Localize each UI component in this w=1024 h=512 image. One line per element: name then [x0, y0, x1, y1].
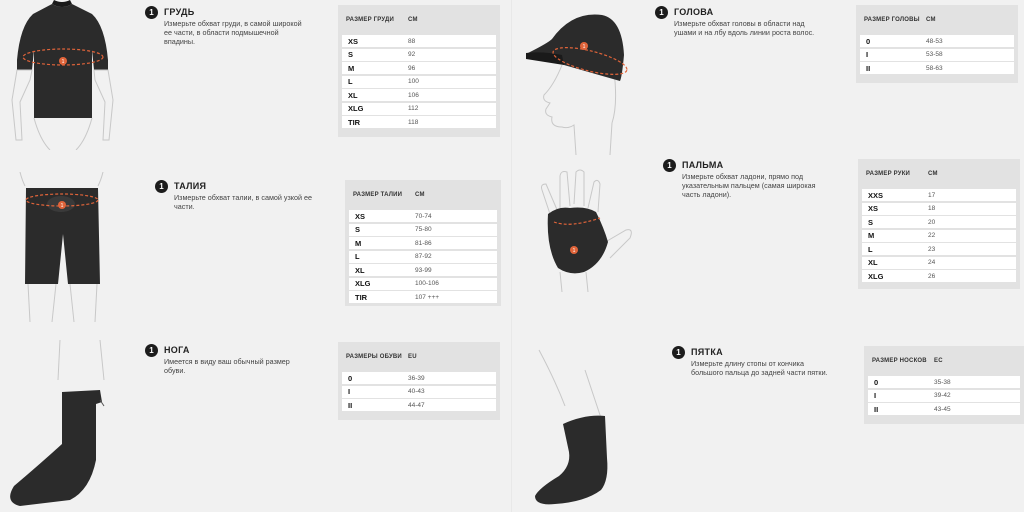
table-header: РАЗМЕР ТАЛИИ СМ [353, 192, 425, 198]
shoe-cover-illustration [0, 340, 130, 512]
table-row: II 44-47 [342, 399, 496, 411]
table-row: XLG 26 [862, 270, 1016, 282]
head-description: Измерьте обхват головы в области над ушами и на лбу вдоль линии роста волос. [674, 19, 815, 37]
svg-text:1: 1 [61, 59, 65, 65]
heel-description: Измерьте длину стопы от кончика большого пальца до задней части пятки. [691, 359, 828, 377]
table-row: XS 70-74 [349, 210, 497, 222]
page-divider [511, 0, 512, 512]
table-row: TIR 107 +++ [349, 291, 497, 303]
waist-step [155, 181, 312, 211]
table-row: S 20 [862, 216, 1016, 228]
step-number-badge: 1 [663, 159, 676, 172]
waist-title: ТАЛИЯ [174, 181, 207, 191]
table-row: XXS 17 [862, 189, 1016, 201]
shorts-illustration [0, 172, 125, 332]
table-row: I 39-42 [868, 390, 1020, 402]
chest-description: Измерьте обхват груди, в самой широкой ее части, в области подмышечной впадины. [164, 19, 302, 46]
table-row: II 43-45 [868, 403, 1020, 415]
svg-text:1: 1 [572, 248, 576, 254]
head-step [655, 7, 814, 37]
foot-title: НОГА [164, 345, 190, 355]
head-cap-illustration [522, 5, 642, 155]
table-row: I 40-43 [342, 386, 496, 398]
step-number-badge: 1 [155, 180, 168, 193]
table-header: РАЗМЕР ГОЛОВЫ СМ [864, 17, 936, 23]
palm-description: Измерьте обхват ладони, прямо под указательным пальцем (самая широкая часть ладони). [682, 172, 816, 199]
table-row: M 96 [342, 62, 496, 74]
table-row: S 75-80 [349, 224, 497, 236]
table-row: XL 106 [342, 89, 496, 101]
table-row: XS 88 [342, 35, 496, 47]
table-header: РАЗМЕРЫ ОБУВИ EU [346, 354, 417, 360]
step-number-badge: 1 [145, 344, 158, 357]
svg-text:1: 1 [60, 203, 64, 209]
table-row: 0 36-39 [342, 372, 496, 384]
step-number-badge: 1 [655, 6, 668, 19]
table-row: II 58-63 [860, 62, 1014, 74]
table-row: I 53-58 [860, 49, 1014, 61]
palm-size-table [858, 159, 1020, 289]
table-row: M 81-86 [349, 237, 497, 249]
step-number-badge: 1 [145, 6, 158, 19]
foot-step [145, 345, 290, 375]
table-header: РАЗМЕР ГРУДИ СМ [346, 17, 418, 23]
palm-step [663, 160, 816, 199]
jersey-illustration [0, 0, 125, 150]
table-row: M 22 [862, 230, 1016, 242]
table-row: L 100 [342, 76, 496, 88]
palm-title: ПАЛЬМА [682, 160, 724, 170]
waist-size-table [345, 180, 501, 306]
head-title: ГОЛОВА [674, 7, 714, 17]
foot-size-table [338, 342, 500, 420]
heel-title: ПЯТКА [691, 347, 723, 357]
waist-description: Измерьте обхват талии, в самой узкой ее части. [174, 193, 313, 211]
heel-size-table [864, 346, 1024, 424]
table-row: 0 48-53 [860, 35, 1014, 47]
step-number-badge: 1 [672, 346, 685, 359]
heel-step [672, 347, 828, 377]
table-header: РАЗМЕР РУКИ СМ [866, 171, 938, 177]
table-row: XLG 112 [342, 103, 496, 115]
foot-description: Имеется в виду ваш обычный размер обуви. [164, 357, 290, 375]
table-row: XLG 100-106 [349, 278, 497, 290]
sock-illustration [525, 340, 645, 512]
glove-illustration [530, 168, 640, 298]
table-row: XS 18 [862, 203, 1016, 215]
head-size-table [856, 5, 1018, 83]
table-row: S 92 [342, 49, 496, 61]
svg-text:1: 1 [582, 44, 586, 50]
table-row: TIR 118 [342, 116, 496, 128]
table-row: XL 24 [862, 257, 1016, 269]
chest-size-table [338, 5, 500, 137]
table-row: L 23 [862, 243, 1016, 255]
table-header: РАЗМЕР НОСКОВ EC [872, 358, 943, 364]
chest-title: ГРУДЬ [164, 7, 195, 17]
chest-step [145, 7, 302, 46]
table-row: 0 35-38 [868, 376, 1020, 388]
table-row: L 87-92 [349, 251, 497, 263]
table-row: XL 93-99 [349, 264, 497, 276]
